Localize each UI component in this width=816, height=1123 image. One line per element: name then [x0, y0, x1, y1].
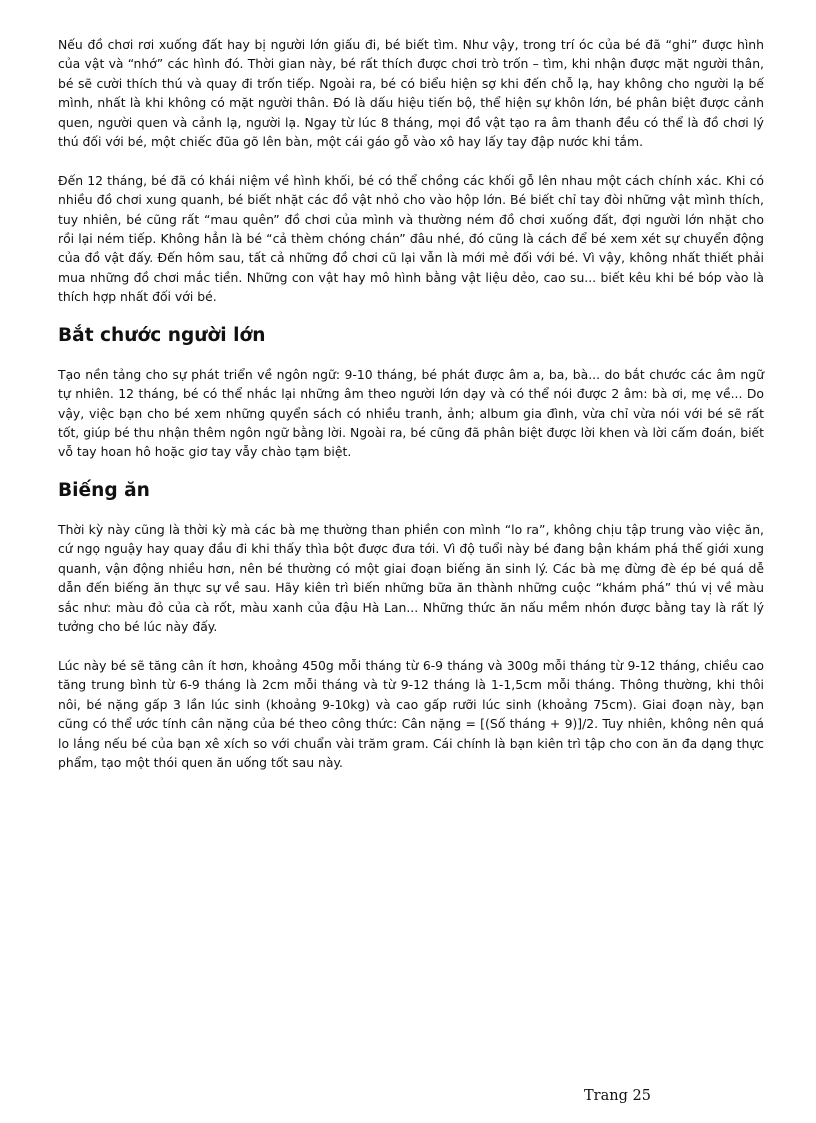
paragraph-twelve-months: Đến 12 tháng, bé đã có khái niệm về hình khối, bé có thể chồng các khối gỗ lên nhau một cách chính xác. Khi có nhiều đồ chơi xung quanh, bé biết nhặt các đồ vật nhỏ cho vào hộp lớn. Bé biết chỉ tay đòi những vật mình thích, tuy nhiên, bé cũng rất “mau quên” đồ chơi của mình và thường ném đồ chơi xuống đất, đợi người lớn nhặt cho rồi lại ném tiếp. Không hẳn là bé “cả thèm chóng chán” đâu nhé, đó cũng là cách để bé xem xét sự chuyển động của đồ vật đấy. Đến hôm sau, tất cả những đồ chơi cũ lại vẫn là mới mẻ đối với bé. Vì vậy, không nhất thiết phải mua những đồ chơi mắc tiền. Những con vật hay mô hình bằng vật liệu dẻo, cao su... biết kêu khi bé bóp vào là thích hợp nhất đối với bé.: [58, 172, 764, 305]
paragraph-appetite: Thời kỳ này cũng là thời kỳ mà các bà mẹ thường than phiền con mình “lo ra”, không chịu tập trung vào việc ăn, cứ ngọ nguậy hay quay đầu đi khi thấy thìa bột được đưa tới. Vì độ tuổi này bé đang bận khám phá thế giới xung quanh, vận động nhiều hơn, nên bé thường có một giai đoạn biếng ăn sinh lý. Các bà mẹ đừng đè ép bé quá dễ dẫn đến biếng ăn thực sự về sau. Hãy kiên trì biến những bữa ăn thành những cuộc “khám phá” thú vị về màu sắc như: màu đỏ của cà rốt, màu xanh của đậu Hà Lan... Những thức ăn nấu mềm nhón được bằng tay là rất lý tưởng cho bé lúc này đấy.: [58, 522, 764, 635]
section-heading-imitation: Bắt chước người lớn: [58, 325, 266, 347]
paragraph-growth: Lúc này bé sẽ tăng cân ít hơn, khoảng 450g mỗi tháng từ 6-9 tháng và 300g mỗi tháng từ 9-12 tháng, chiều cao tăng trung bình từ 6-9 tháng là 2cm mỗi tháng và từ 9-12 tháng là 1-1,5cm mỗi tháng. Thông thường, khi thôi nôi, bé nặng gấp 3 lần lúc sinh (khoảng 9-10kg) và cao gấp rưỡi lúc sinh (khoảng 75cm). Giai đoạn này, bạn cũng có thể ước tính cân nặng của bé theo công thức: Cân nặng = [(Số tháng + 9)]/2. Tuy nhiên, không nên quá lo lắng nếu bé của bạn xê xích so với chuẩn vài trăm gram. Cái chính là bạn kiên trì tập cho con ăn đa dạng thực phẩm, tạo một thói quen ăn uống tốt sau này.: [58, 657, 764, 770]
section-heading-poor-appetite: Biếng ăn: [58, 480, 150, 502]
document-body: [58, 35, 764, 792]
paragraph-language: Tạo nền tảng cho sự phát triển về ngôn ngữ: 9-10 tháng, bé phát được âm a, ba, bà... do bắt chước các âm ngữ tự nhiên. 12 tháng, bé có thể nhắc lại những âm theo người lớn dạy và có thể nói được 2 âm: bà ơi, mẹ về... Do vậy, việc bạn cho bé xem những quyển sách có nhiều tranh, ảnh; album gia đình, vừa chỉ vừa nói với bé sẽ rất tốt, giúp bé thu nhận thêm ngôn ngữ bằng lời. Ngoài ra, bé cũng đã phân biệt được lời khen và lời cấm đoán, biết vỗ tay hoan hô hoặc giơ tay vẫy chào tạm biệt.: [58, 366, 764, 460]
page-number: Trang 25: [584, 1088, 651, 1104]
paragraph-object-permanence: Nếu đồ chơi rơi xuống đất hay bị người lớn giấu đi, bé biết tìm. Như vậy, trong trí óc của bé đã “ghi” được hình của vật và “nhớ” các hình đó. Thời gian này, bé rất thích được chơi trò trốn – tìm, khi nhận được mặt người thân, bé sẽ cười thích thú và quay đi trốn tiếp. Ngoài ra, bé có biểu hiện sợ khi đến chỗ lạ, hay không cho người lạ bế mình, nhất là khi không có mặt người thân. Đó là dấu hiệu tiến bộ, thể hiện sự khôn lớn, bé phân biệt được cảnh quen, người quen và cảnh lạ, người lạ. Ngay từ lúc 8 tháng, mọi đồ vật tạo ra âm thanh đều có thể là đồ chơi lý thú đối với bé, một chiếc đũa gõ lên bàn, một cái gáo gỗ vào xô hay lấy tay đập nước khi tắm.: [58, 37, 764, 150]
